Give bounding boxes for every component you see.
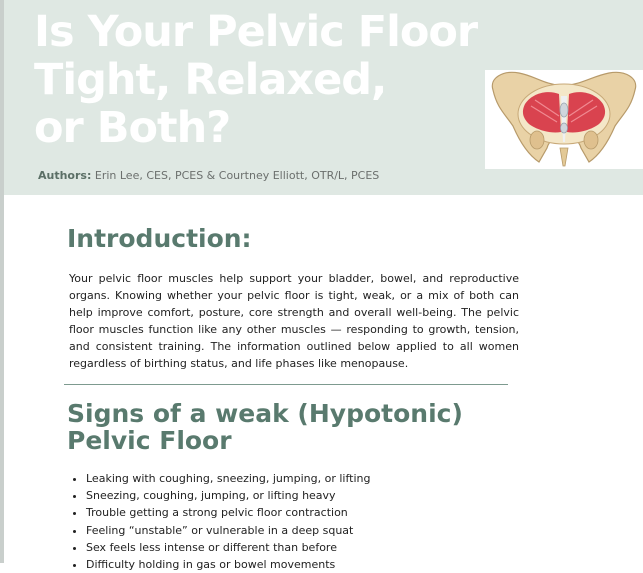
list-item: • Sneezing, coughing, jumping, or lifting heavy [86, 487, 370, 504]
pelvic-floor-anatomy-icon [485, 70, 643, 169]
title-line-3: or Both? [34, 103, 231, 153]
signs-heading-line-1: Signs of a weak (Hypotonic) [67, 399, 463, 428]
page-title [34, 8, 477, 152]
list-item: • Feeling “unstable” or vulnerable in a deep squat [86, 522, 370, 539]
introduction-paragraph: Your pelvic floor muscles help support your bladder, bowel, and reproductive organs. Knowing whether your pelvic floor is tight, weak, or a mix of both can help improve comfort, posture, core strength and overall well-being. The pelvic floor muscles function like any other muscles — responding to growth, tension, and consistent training. The information outlined below applied to all women regardless of birthing status, and life phases like menopause. [69, 272, 519, 370]
signs-weak-heading [67, 400, 463, 454]
title-line-1: Is Your Pelvic Floor [34, 7, 478, 57]
list-item: • Trouble getting a strong pelvic floor contraction [86, 504, 370, 521]
list-item: • Sex feels less intense or different than before [86, 539, 370, 556]
signs-list [68, 470, 370, 573]
pelvic-floor-figure [485, 70, 643, 169]
title-line-2: Tight, Relaxed, [34, 55, 387, 105]
authors-line [38, 169, 379, 182]
authors-names: Erin Lee, CES, PCES & Courtney Elliott, OTR/L, PCES [94, 169, 380, 182]
list-item: • Leaking with coughing, sneezing, jumping, or lifting [86, 470, 370, 487]
section-divider [64, 384, 508, 385]
introduction-heading: Introduction: [67, 224, 252, 253]
authors-label: Authors: [38, 169, 92, 182]
list-item: • Difficulty holding in gas or bowel movements [86, 556, 370, 573]
signs-heading-line-2: Pelvic Floor [67, 426, 232, 455]
